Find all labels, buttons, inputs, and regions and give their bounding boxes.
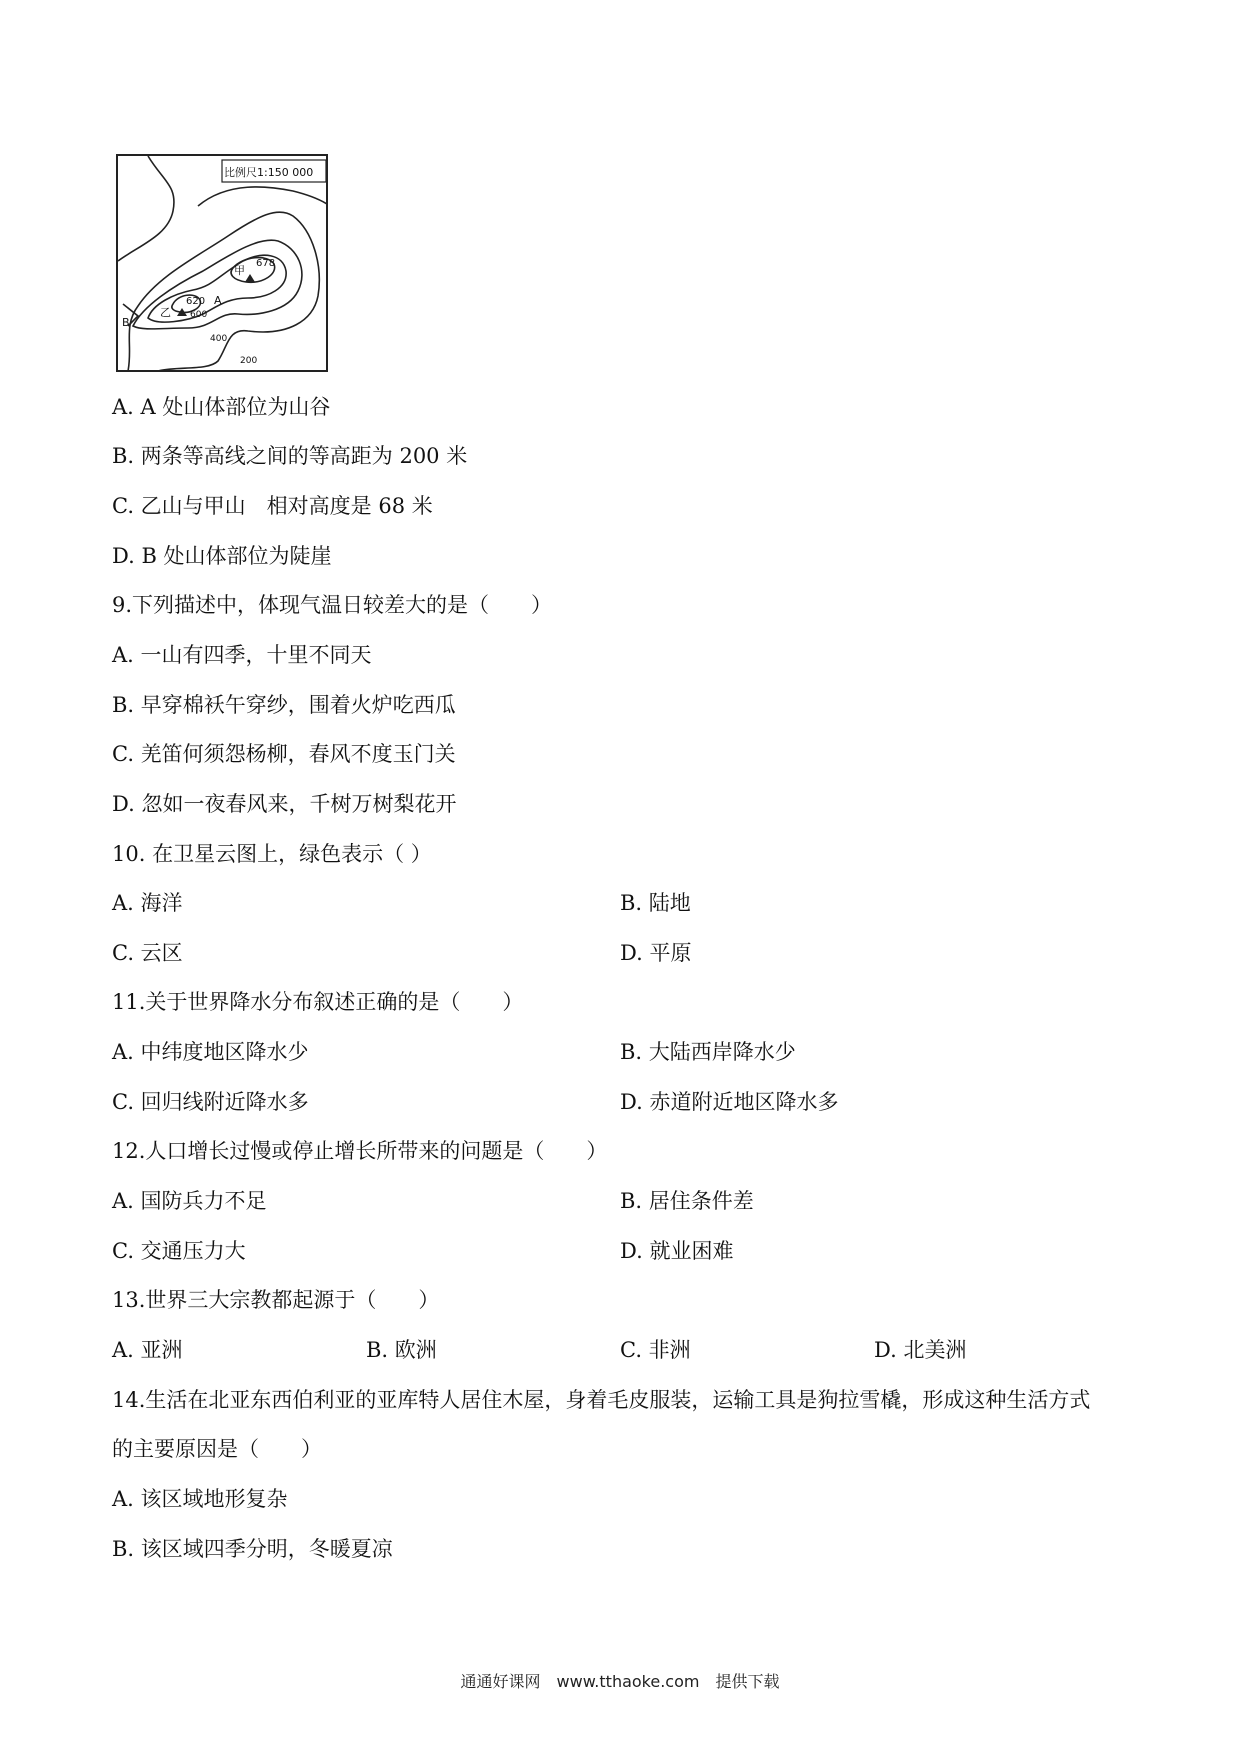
contour-400-label: 400 <box>210 334 228 344</box>
q11-option-d: D. 赤道附近地区降水多 <box>620 1090 839 1114</box>
q12-stem: 12.人口增长过慢或停止增长所带来的问题是（ ） <box>112 1139 608 1163</box>
q13-stem: 13.世界三大宗教都起源于（ ） <box>112 1288 440 1312</box>
q12-option-a: A. 国防兵力不足 <box>112 1189 267 1213</box>
q14-option-b: B. 该区域四季分明，冬暖夏凉 <box>112 1537 393 1561</box>
q13-option-d: D. 北美洲 <box>874 1338 967 1362</box>
q12-option-b: B. 居住条件差 <box>620 1189 754 1213</box>
q14-stem-line1: 14.生活在北亚东西伯利亚的亚库特人居住木屋，身着毛皮服装，运输工具是狗拉雪橇，形成这种生活方式 <box>112 1388 1091 1412</box>
q14-stem-line2: 的主要原因是（ ） <box>112 1437 322 1461</box>
q9-option-b: B. 早穿棉袄午穿纱，围着火炉吃西瓜 <box>112 693 456 717</box>
peak-yi-label: 乙 <box>160 306 171 319</box>
q8-option-c: C. 乙山与甲山 相对高度是 68 米 <box>112 494 433 518</box>
q12-option-d: D. 就业困难 <box>620 1239 734 1263</box>
q11-option-b: B. 大陆西岸降水少 <box>620 1040 796 1064</box>
q13-option-b: B. 欧洲 <box>366 1338 437 1362</box>
contour-map <box>116 154 328 372</box>
q8-option-d: D. B 处山体部位为陡崖 <box>112 544 332 568</box>
q11-option-c: C. 回归线附近降水多 <box>112 1090 309 1114</box>
q11-stem: 11.关于世界降水分布叙述正确的是（ ） <box>112 990 524 1014</box>
label-b: B <box>122 316 130 329</box>
label-a: A <box>214 294 222 307</box>
peak-yi-height: 620 <box>186 296 206 307</box>
q9-stem: 9.下列描述中，体现气温日较差大的是（ ） <box>112 593 553 617</box>
q8-option-b: B. 两条等高线之间的等高距为 200 米 <box>112 444 468 468</box>
q10-option-b: B. 陆地 <box>620 891 691 915</box>
q14-option-a: A. 该区域地形复杂 <box>112 1487 288 1511</box>
q13-option-a: A. 亚洲 <box>112 1338 183 1362</box>
q13-option-c: C. 非洲 <box>620 1338 691 1362</box>
q10-option-d: D. 平原 <box>620 941 692 965</box>
q11-option-a: A. 中纬度地区降水少 <box>112 1040 309 1064</box>
q9-option-d: D. 忽如一夜春风来，千树万树梨花开 <box>112 792 457 816</box>
map-scale-label: 比例尺1:150 000 <box>224 166 314 179</box>
q9-option-a: A. 一山有四季，十里不同天 <box>112 643 372 667</box>
page-footer: 通通好课网 www.tthaoke.com 提供下载 <box>460 1672 780 1691</box>
peak-jia-marker <box>245 274 255 282</box>
q8-option-a: A. A 处山体部位为山谷 <box>112 395 331 419</box>
contour-200-label: 200 <box>240 356 258 366</box>
peak-jia-label: 甲 <box>234 264 245 277</box>
q10-option-c: C. 云区 <box>112 941 183 965</box>
q10-option-a: A. 海洋 <box>112 891 183 915</box>
peak-jia-height: 678 <box>256 258 276 269</box>
contour-600-label: 600 <box>190 310 208 320</box>
q12-option-c: C. 交通压力大 <box>112 1239 246 1263</box>
q10-stem: 10. 在卫星云图上，绿色表示（ ） <box>112 842 432 866</box>
q9-option-c: C. 羌笛何须怨杨柳，春风不度玉门关 <box>112 742 456 766</box>
